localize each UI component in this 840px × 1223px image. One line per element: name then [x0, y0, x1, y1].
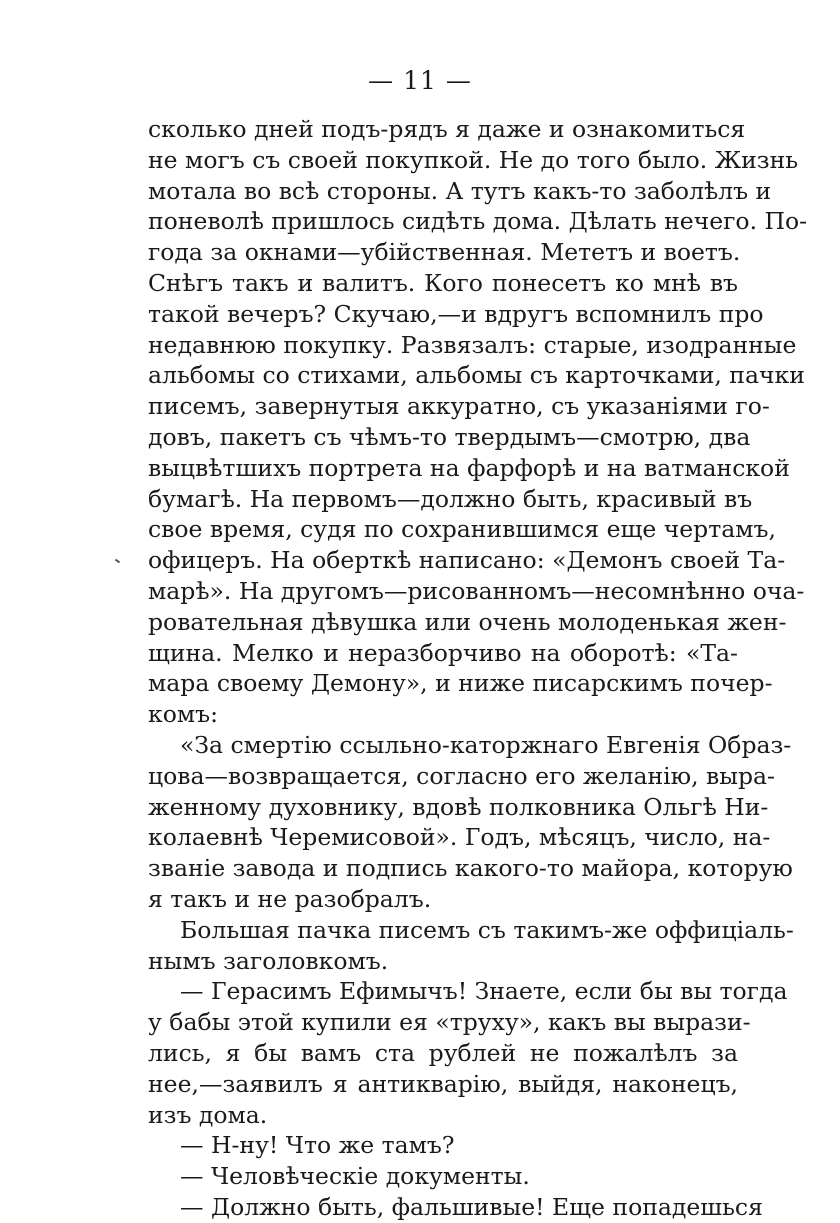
text-line: — Должно быть, фальшивые! Еще попадешься	[180, 1192, 763, 1221]
text-line: писемъ, завернутыя аккуратно, съ указаніями го-	[148, 392, 770, 421]
text-line: выцвѣтшихъ портрета на фарфорѣ и на ватманской	[148, 453, 790, 482]
text-line: такой вечеръ? Скучаю,—и вдругъ вспомнилъ про	[148, 299, 764, 328]
text-line: колаевнѣ Черемисовой». Годъ, мѣсяцъ, число, на-	[148, 823, 771, 852]
ink-speck	[115, 559, 120, 564]
text-line: комъ:	[148, 700, 218, 729]
text-line: «За смертію ссыльно-каторжнаго Евгенія Образ-	[180, 730, 792, 759]
text-line: Большая пачка писемъ съ такимъ-же оффиціаль-	[180, 915, 794, 944]
text-line: нымъ заголовкомъ.	[148, 946, 389, 975]
text-line: нее,—заявилъ я антикварію, выйдя, наконецъ,	[148, 1069, 738, 1098]
text-line: мотала во всѣ стороны. А тутъ какъ-то заболѣлъ и	[148, 176, 772, 205]
text-line: званіе завода и подпись какого-то майора, которую	[148, 854, 793, 883]
text-line: мара своему Демону», и ниже писарскимъ почер-	[148, 669, 773, 698]
text-line: бумагѣ. На первомъ—должно быть, красивый въ	[148, 484, 753, 513]
text-line: не могъ съ своей покупкой. Не до того было. Жизнь	[148, 145, 799, 174]
text-line: довъ, пакетъ съ чѣмъ-то твердымъ—смотрю, два	[148, 422, 751, 451]
text-line: — Человѣческіе документы.	[180, 1162, 530, 1191]
text-line: офицеръ. На оберткѣ написано: «Демонъ своей Та-	[148, 546, 786, 575]
text-line: Снѣгъ такъ и валитъ. Кого понесетъ ко мнѣ въ	[148, 268, 738, 297]
text-line: ровательная дѣвушка или очень молоденькая жен-	[148, 607, 787, 636]
text-line: поневолѣ пришлось сидѣть дома. Дѣлать нечего. По-	[148, 207, 808, 236]
text-line: изъ дома.	[148, 1100, 268, 1129]
text-line: года за окнами—убійственная. Мететъ и воетъ.	[148, 238, 741, 267]
text-line: женному духовнику, вдовѣ полковника Ольгѣ Ни-	[148, 792, 769, 821]
page-text	[148, 114, 808, 1223]
text-line: щина. Мелко и неразборчиво на оборотѣ: «Та-	[148, 638, 738, 667]
text-line: альбомы со стихами, альбомы съ карточками, пачки	[148, 361, 805, 390]
text-line: лись, я бы вамъ ста рублей не пожалѣлъ за	[148, 1038, 738, 1067]
text-line: — Герасимъ Ефимычъ! Знаете, если бы вы тогда	[180, 977, 788, 1006]
text-line: свое время, судя по сохранившимся еще чертамъ,	[148, 515, 776, 544]
text-line: недавнюю покупку. Развязалъ: старые, изодранные	[148, 330, 797, 359]
text-line: марѣ». На другомъ—рисованномъ—несомнѣнно оча-	[148, 576, 805, 605]
text-line: я такъ и не разобралъ.	[148, 884, 432, 913]
text-line: у бабы этой купили ея «труху», какъ вы вырази-	[148, 1008, 751, 1037]
text-line: сколько дней подъ-рядъ я даже и ознакомиться	[148, 115, 746, 143]
text-line: цова—возвращается, согласно его желанію, выра-	[148, 761, 775, 790]
text-line: — Н-ну! Что же тамъ?	[180, 1131, 455, 1160]
page-number: — 11 —	[368, 66, 472, 95]
